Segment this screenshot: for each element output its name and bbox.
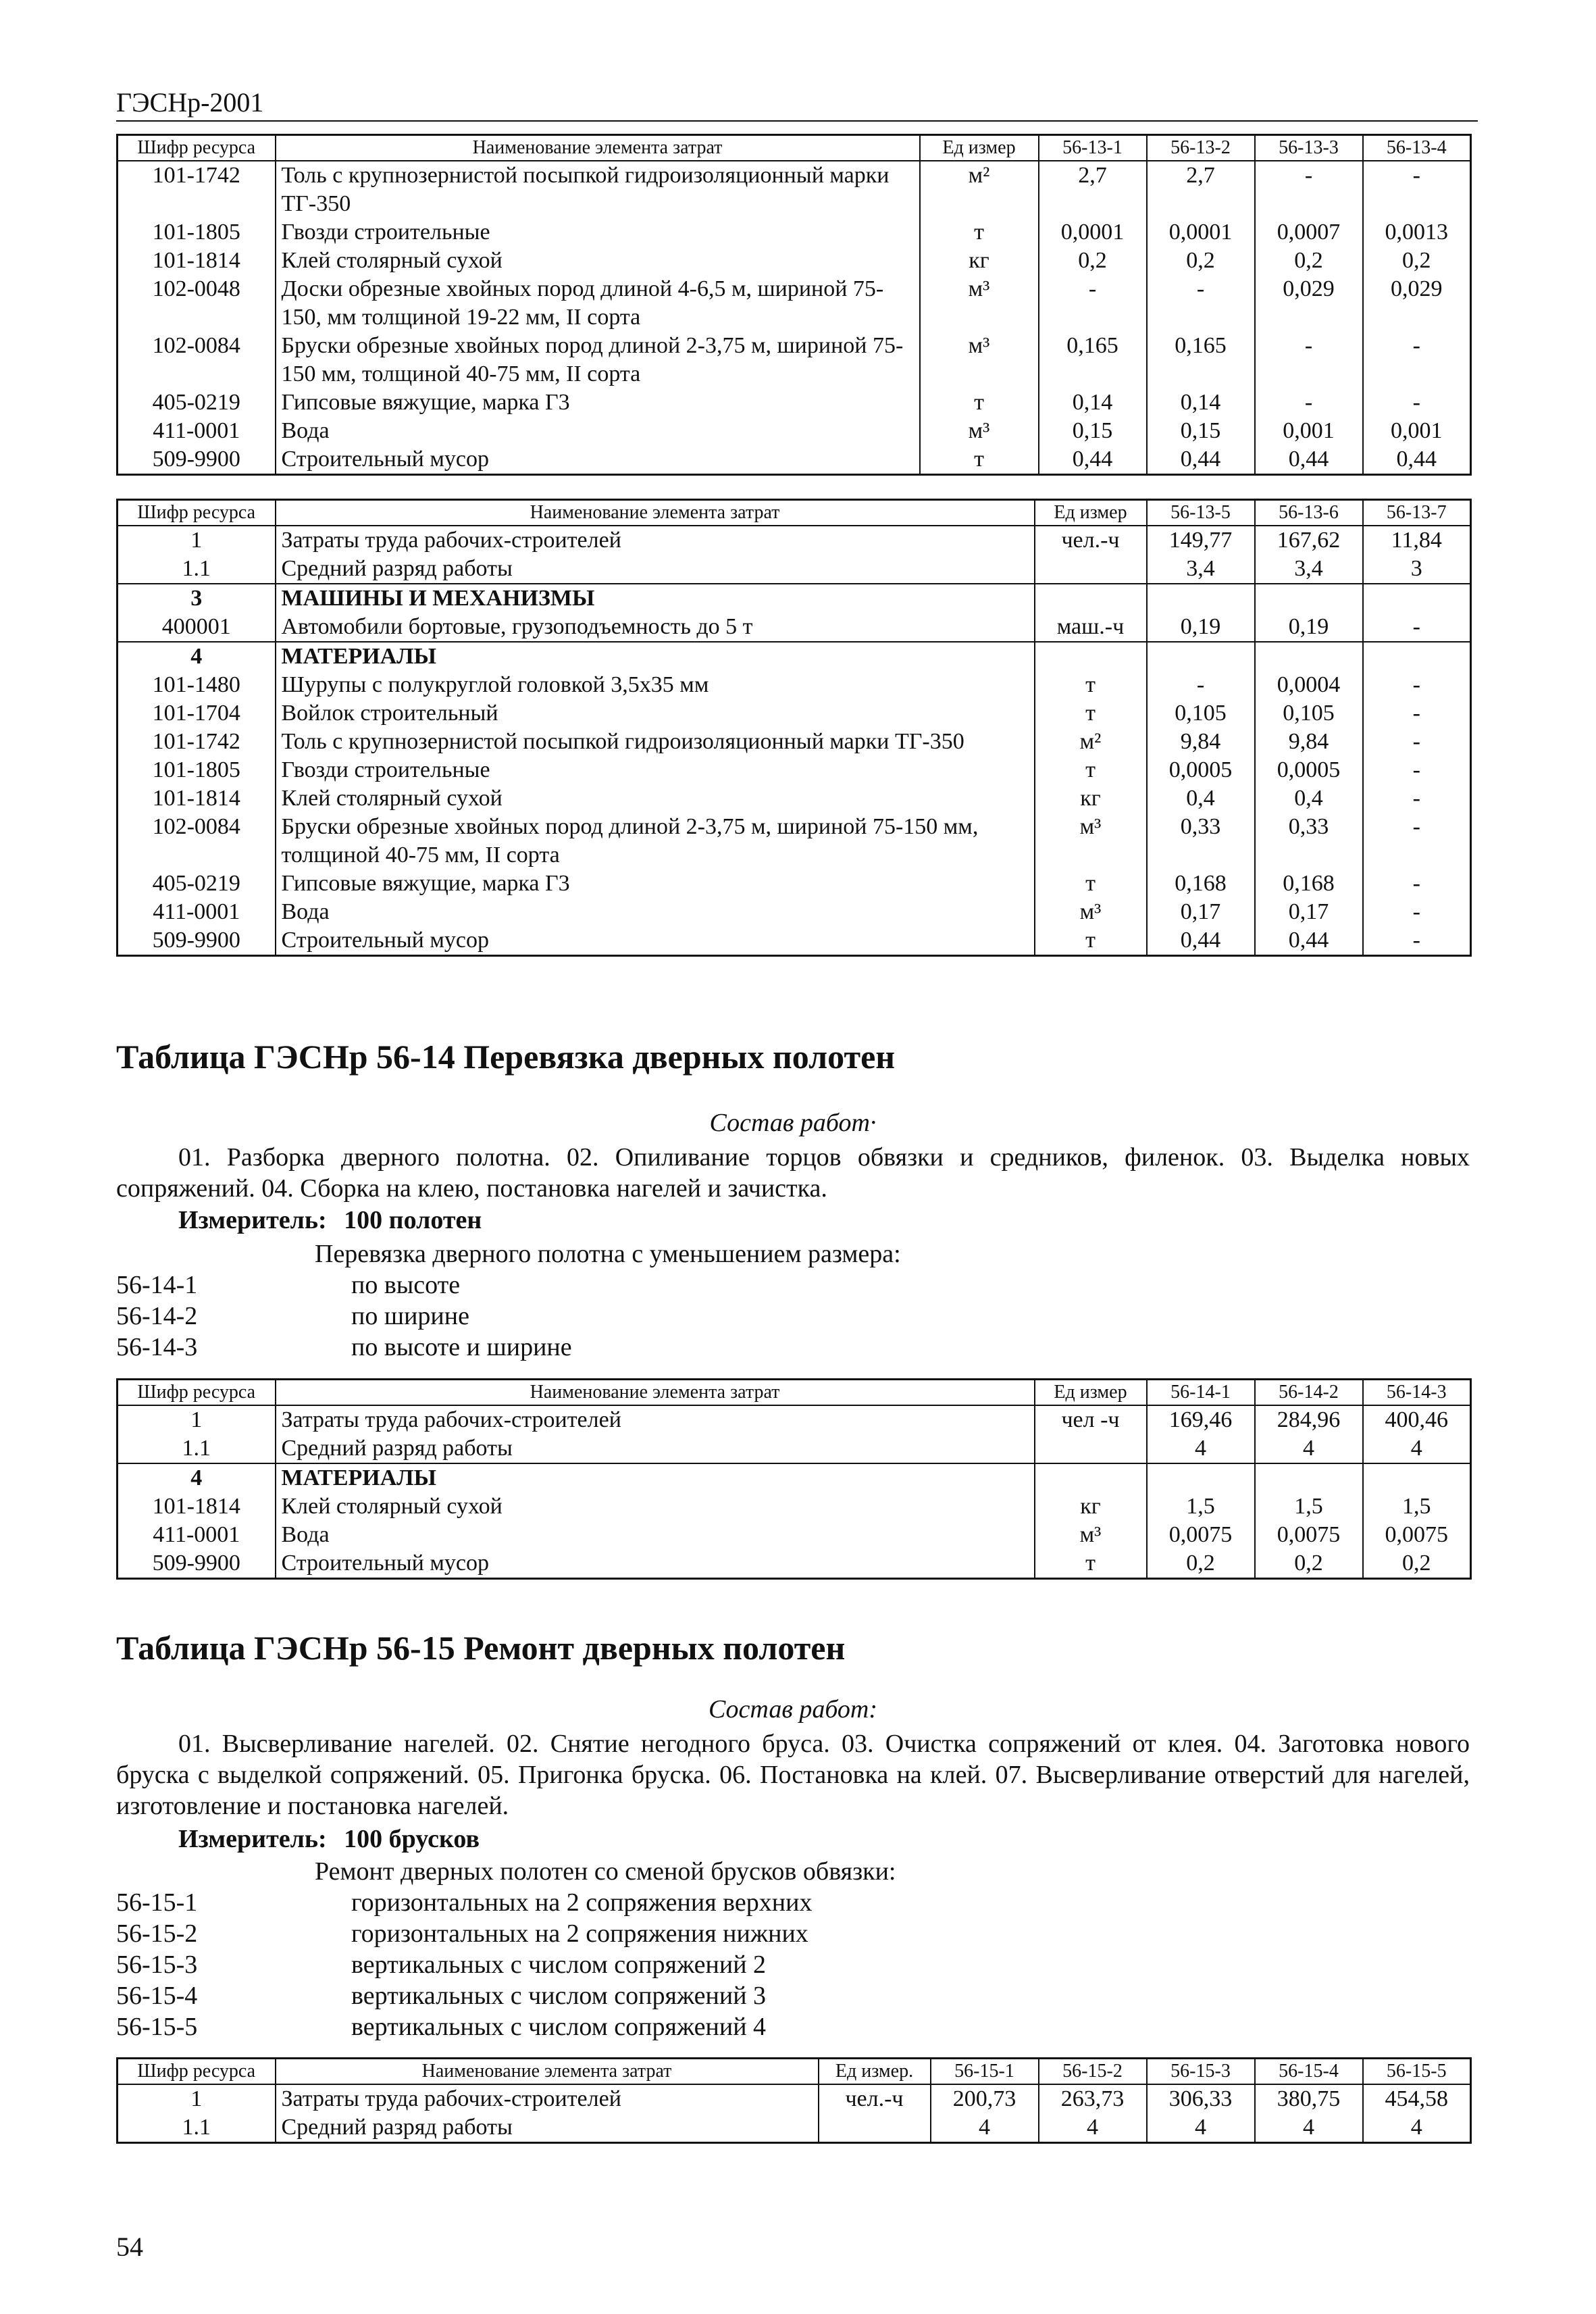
value-cell: 0,0005	[1255, 756, 1363, 784]
table-row	[118, 813, 1471, 870]
value-cell: -	[1363, 388, 1471, 417]
value-cell	[1255, 642, 1363, 671]
resource-code: 4	[118, 642, 276, 671]
value-cell: 263,73	[1039, 2084, 1147, 2113]
value-cell: -	[1363, 926, 1471, 956]
resource-name: Затраты труда рабочих-строителей	[276, 1405, 1035, 1434]
value-cell: -	[1255, 161, 1363, 218]
value-cell: 0,33	[1255, 813, 1363, 870]
value-cell: 169,46	[1147, 1405, 1255, 1434]
column-header: Ед измер.	[819, 2059, 931, 2085]
section-row	[118, 584, 1471, 613]
value-cell: 3,4	[1147, 555, 1255, 584]
resource-name: Затраты труда рабочих-строителей	[276, 2084, 819, 2113]
column-header: 56-15-1	[931, 2059, 1039, 2085]
unit: м²	[1035, 728, 1147, 756]
section-title-56-15: Таблица ГЭСНр 56-15 Ремонт дверных полотен	[116, 1629, 846, 1667]
value-cell: 0,44	[1039, 445, 1147, 475]
unit: чел.-ч	[1035, 526, 1147, 555]
value-cell: 380,75	[1255, 2084, 1363, 2113]
value-cell: 0,17	[1255, 898, 1363, 926]
item-code: 56-15-1	[116, 1888, 198, 1917]
unit: маш.-ч	[1035, 613, 1147, 642]
column-header: Ед измер	[1035, 1380, 1147, 1406]
table-row	[118, 756, 1471, 784]
column-header: 56-15-2	[1039, 2059, 1147, 2085]
value-cell: 4	[1147, 1434, 1255, 1463]
unit: т	[920, 218, 1039, 247]
unit	[1035, 1434, 1147, 1463]
item-code: 56-14-3	[116, 1333, 198, 1361]
table-header	[118, 1380, 1471, 1406]
resource-name: Средний разряд работы	[276, 1434, 1035, 1463]
resource-name: МАТЕРИАЛЫ	[276, 1463, 1035, 1492]
resource-name: Клей столярный сухой	[276, 247, 920, 275]
resource-code: 1	[118, 526, 276, 555]
header-divider	[116, 120, 1478, 122]
value-cell: -	[1363, 870, 1471, 898]
value-cell	[1147, 1463, 1255, 1492]
value-cell: 167,62	[1255, 526, 1363, 555]
column-header: 56-14-1	[1147, 1380, 1255, 1406]
resource-code: 101-1814	[118, 784, 276, 813]
value-cell: 284,96	[1255, 1405, 1363, 1434]
item-code: 56-15-2	[116, 1919, 198, 1948]
value-cell: 0,0004	[1255, 671, 1363, 699]
item-text: по ширине	[351, 1302, 469, 1330]
value-cell: -	[1363, 161, 1471, 218]
value-cell: 149,77	[1147, 526, 1255, 555]
resource-code: 101-1742	[118, 728, 276, 756]
section-title-56-14: Таблица ГЭСНр 56-14 Перевязка дверных полотен	[116, 1038, 896, 1076]
value-cell	[1255, 584, 1363, 613]
column-header: 56-13-3	[1255, 135, 1363, 161]
value-cell: 0,0075	[1255, 1521, 1363, 1549]
table-row	[118, 2084, 1471, 2113]
table-row	[118, 2113, 1471, 2143]
value-cell: 0,14	[1039, 388, 1147, 417]
column-header: 56-13-5	[1147, 500, 1255, 526]
resource-name: Толь с крупнозернистой посыпкой гидроизоляционный марки ТГ-350	[276, 161, 920, 218]
value-cell: 0,44	[1255, 445, 1363, 475]
table-row	[118, 445, 1471, 475]
table-row	[118, 699, 1471, 728]
value-cell: 0,0007	[1255, 218, 1363, 247]
table-row	[118, 926, 1471, 956]
resource-table-56-13-5-7	[116, 499, 1472, 957]
item-text: вертикальных с числом сопряжений 4	[351, 2013, 767, 2041]
value-cell: 0,029	[1363, 275, 1471, 332]
table-row	[118, 1549, 1471, 1579]
resource-code: 1.1	[118, 2113, 276, 2143]
unit: чел -ч	[1035, 1405, 1147, 1434]
value-cell: -	[1039, 275, 1147, 332]
resource-name: Вода	[276, 898, 1035, 926]
column-header: Наименование элемента затрат	[276, 500, 1035, 526]
column-header: Наименование элемента затрат	[276, 135, 920, 161]
resource-name: Вода	[276, 417, 920, 445]
composition-label: Состав работ:	[708, 1695, 878, 1724]
value-cell: 0,19	[1147, 613, 1255, 642]
value-cell: 0,0075	[1363, 1521, 1471, 1549]
resource-name: Клей столярный сухой	[276, 1492, 1035, 1521]
resource-code: 400001	[118, 613, 276, 642]
table-header	[118, 135, 1471, 161]
resource-name: Автомобили бортовые, грузоподъемность до 5 т	[276, 613, 1035, 642]
value-cell: -	[1255, 388, 1363, 417]
meter-value: 100 брусков	[344, 1825, 480, 1853]
resource-name: Гипсовые вяжущие, марка Г3	[276, 388, 920, 417]
composition-text: 01. Высверливание нагелей. 02. Снятие негодного бруса. 03. Очистка сопряжений от клея. 04. Заготовка нового бруска с выделкой сопряжений. 05. Пригонка бруска. 06. Постановка на клей. 07. Высверливание отверстий для нагелей, изготовление и постановка нагелей.	[116, 1730, 1470, 1820]
resource-code: 411-0001	[118, 1521, 276, 1549]
unit: м³	[1035, 1521, 1147, 1549]
value-cell: 0,19	[1255, 613, 1363, 642]
value-cell: 1,5	[1255, 1492, 1363, 1521]
resource-code: 509-9900	[118, 445, 276, 475]
value-cell: 0,44	[1255, 926, 1363, 956]
table-row	[118, 1492, 1471, 1521]
value-cell: 400,46	[1363, 1405, 1471, 1434]
unit: т	[1035, 1549, 1147, 1579]
column-header: Наименование элемента затрат	[276, 1380, 1035, 1406]
value-cell	[1255, 1463, 1363, 1492]
value-cell: 0,14	[1147, 388, 1255, 417]
item-text: по высоте и ширине	[351, 1333, 572, 1361]
resource-code: 411-0001	[118, 417, 276, 445]
resource-table-56-13-1-4	[116, 134, 1472, 476]
resource-code: 3	[118, 584, 276, 613]
value-cell: 0,0001	[1039, 218, 1147, 247]
table-header	[118, 2059, 1471, 2085]
resource-name: Средний разряд работы	[276, 2113, 819, 2143]
item-text: вертикальных с числом сопряжений 2	[351, 1951, 767, 1979]
resource-code: 102-0048	[118, 275, 276, 332]
section-row	[118, 642, 1471, 671]
value-cell: 9,84	[1147, 728, 1255, 756]
resource-name: Войлок строительный	[276, 699, 1035, 728]
column-header: Шифр ресурса	[118, 1380, 276, 1406]
resource-name: МАТЕРИАЛЫ	[276, 642, 1035, 671]
resource-code: 405-0219	[118, 870, 276, 898]
unit	[1035, 584, 1147, 613]
value-cell: 3	[1363, 555, 1471, 584]
value-cell: 0,105	[1147, 699, 1255, 728]
items-intro: Ремонт дверных полотен со сменой брусков обвязки:	[315, 1857, 896, 1886]
value-cell: 0,4	[1255, 784, 1363, 813]
value-cell: 0,165	[1039, 332, 1147, 388]
resource-code: 411-0001	[118, 898, 276, 926]
table-row	[118, 728, 1471, 756]
value-cell	[1363, 642, 1471, 671]
unit: т	[920, 445, 1039, 475]
column-header: Ед измер	[1035, 500, 1147, 526]
resource-code: 1	[118, 2084, 276, 2113]
value-cell: 1,5	[1147, 1492, 1255, 1521]
unit: т	[1035, 756, 1147, 784]
column-header: 56-14-2	[1255, 1380, 1363, 1406]
value-cell: 0,105	[1255, 699, 1363, 728]
table-row	[118, 784, 1471, 813]
value-cell: 4	[1039, 2113, 1147, 2143]
value-cell: 4	[931, 2113, 1039, 2143]
value-cell: 0,2	[1363, 247, 1471, 275]
value-cell: 200,73	[931, 2084, 1039, 2113]
column-header: 56-15-3	[1147, 2059, 1255, 2085]
table-row	[118, 613, 1471, 642]
value-cell: 4	[1255, 1434, 1363, 1463]
resource-code: 102-0084	[118, 332, 276, 388]
table-row	[118, 247, 1471, 275]
value-cell: 0,2	[1363, 1549, 1471, 1579]
resource-name: Гвозди строительные	[276, 218, 920, 247]
item-text: вертикальных с числом сопряжений 3	[351, 1982, 767, 2010]
resource-name: Гипсовые вяжущие, марка Г3	[276, 870, 1035, 898]
value-cell: 0,029	[1255, 275, 1363, 332]
value-cell: 0,17	[1147, 898, 1255, 926]
table-row	[118, 1434, 1471, 1463]
table-row	[118, 671, 1471, 699]
unit: м³	[1035, 898, 1147, 926]
column-header: 56-15-5	[1363, 2059, 1471, 2085]
item-text: горизонтальных на 2 сопряжения нижних	[351, 1919, 808, 1948]
value-cell: 4	[1147, 2113, 1255, 2143]
resource-name: Доски обрезные хвойных пород длиной 4-6,5 м, шириной 75-150, мм толщиной 19-22 мм, II сорта	[276, 275, 920, 332]
resource-code: 509-9900	[118, 1549, 276, 1579]
table-row	[118, 218, 1471, 247]
value-cell: 0,44	[1147, 445, 1255, 475]
value-cell: -	[1147, 275, 1255, 332]
resource-name: Толь с крупнозернистой посыпкой гидроизоляционный марки ТГ-350	[276, 728, 1035, 756]
resource-name: Затраты труда рабочих-строителей	[276, 526, 1035, 555]
value-cell: 0,0005	[1147, 756, 1255, 784]
resource-name: Средний разряд работы	[276, 555, 1035, 584]
column-header: 56-13-2	[1147, 135, 1255, 161]
composition-text: 01. Разборка дверного полотна. 02. Опиливание торцов обвязки и средников, филенок. 03. Выделка новых сопряжений. 04. Сборка на клею, постановка нагелей и зачистка.	[116, 1143, 1470, 1203]
value-cell: 0,2	[1255, 247, 1363, 275]
resource-name: Вода	[276, 1521, 1035, 1549]
value-cell: -	[1363, 756, 1471, 784]
resource-name: Шурупы с полукруглой головкой 3,5х35 мм	[276, 671, 1035, 699]
resource-name: Бруски обрезные хвойных пород длиной 2-3,75 м, шириной 75-150 мм, толщиной 40-75 мм, II сорта	[276, 813, 1035, 870]
resource-code: 1.1	[118, 555, 276, 584]
item-code: 56-15-4	[116, 1982, 198, 2010]
table-header	[118, 500, 1471, 526]
value-cell: -	[1363, 671, 1471, 699]
resource-name: МАШИНЫ И МЕХАНИЗМЫ	[276, 584, 1035, 613]
value-cell: -	[1363, 613, 1471, 642]
value-cell: 1,5	[1363, 1492, 1471, 1521]
resource-name: Строительный мусор	[276, 926, 1035, 956]
unit	[819, 2113, 931, 2143]
table-row	[118, 417, 1471, 445]
unit: чел.-ч	[819, 2084, 931, 2113]
unit: м³	[920, 417, 1039, 445]
table-row	[118, 898, 1471, 926]
value-cell: 0,168	[1255, 870, 1363, 898]
resource-code: 101-1480	[118, 671, 276, 699]
meter	[178, 1824, 480, 1854]
unit: м²	[920, 161, 1039, 218]
item-code: 56-14-1	[116, 1271, 198, 1299]
value-cell: 2,7	[1147, 161, 1255, 218]
value-cell: 0,2	[1255, 1549, 1363, 1579]
resource-code: 101-1742	[118, 161, 276, 218]
meter-value: 100 полотен	[344, 1206, 482, 1234]
table-row	[118, 1405, 1471, 1434]
column-header: Наименование элемента затрат	[276, 2059, 819, 2085]
resource-name: Клей столярный сухой	[276, 784, 1035, 813]
value-cell: -	[1363, 332, 1471, 388]
value-cell: 306,33	[1147, 2084, 1255, 2113]
resource-table-56-15	[116, 2057, 1472, 2144]
value-cell: 454,58	[1363, 2084, 1471, 2113]
column-header: 56-15-4	[1255, 2059, 1363, 2085]
column-header: Шифр ресурса	[118, 135, 276, 161]
unit: т	[920, 388, 1039, 417]
unit: т	[1035, 671, 1147, 699]
value-cell: 4	[1255, 2113, 1363, 2143]
meter-label: Измеритель:	[178, 1825, 327, 1853]
value-cell: 0,0001	[1147, 218, 1255, 247]
column-header: Ед измер	[920, 135, 1039, 161]
value-cell	[1147, 584, 1255, 613]
table-row	[118, 526, 1471, 555]
resource-name: Строительный мусор	[276, 1549, 1035, 1579]
column-header: 56-13-7	[1363, 500, 1471, 526]
table-row	[118, 555, 1471, 584]
value-cell: 0,4	[1147, 784, 1255, 813]
document-header: ГЭСНр-2001	[116, 87, 264, 118]
resource-code: 405-0219	[118, 388, 276, 417]
unit: кг	[1035, 1492, 1147, 1521]
unit: кг	[920, 247, 1039, 275]
value-cell: 0,33	[1147, 813, 1255, 870]
unit	[1035, 1463, 1147, 1492]
resource-name: Строительный мусор	[276, 445, 920, 475]
value-cell: -	[1363, 813, 1471, 870]
unit: т	[1035, 870, 1147, 898]
resource-code: 1	[118, 1405, 276, 1434]
table-row	[118, 870, 1471, 898]
resource-code: 101-1814	[118, 1492, 276, 1521]
value-cell: 3,4	[1255, 555, 1363, 584]
unit: т	[1035, 699, 1147, 728]
resource-code: 102-0084	[118, 813, 276, 870]
value-cell: -	[1363, 898, 1471, 926]
value-cell	[1363, 1463, 1471, 1492]
value-cell	[1363, 584, 1471, 613]
meter	[178, 1205, 482, 1235]
value-cell: -	[1255, 332, 1363, 388]
composition-label: Состав работ·	[709, 1109, 877, 1137]
value-cell: 0,44	[1363, 445, 1471, 475]
table-row	[118, 161, 1471, 218]
value-cell: 0,0013	[1363, 218, 1471, 247]
value-cell	[1147, 642, 1255, 671]
resource-name: Гвозди строительные	[276, 756, 1035, 784]
value-cell: 0,001	[1255, 417, 1363, 445]
resource-code: 101-1805	[118, 218, 276, 247]
unit: м³	[1035, 813, 1147, 870]
value-cell: -	[1363, 728, 1471, 756]
table-row	[118, 332, 1471, 388]
page-number: 54	[116, 2232, 143, 2262]
resource-table-56-14	[116, 1378, 1472, 1580]
value-cell: 0,001	[1363, 417, 1471, 445]
value-cell: 0,15	[1147, 417, 1255, 445]
value-cell: -	[1363, 784, 1471, 813]
section-row	[118, 1463, 1471, 1492]
resource-code: 101-1805	[118, 756, 276, 784]
item-code: 56-14-2	[116, 1302, 198, 1330]
resource-code: 101-1704	[118, 699, 276, 728]
column-header: Шифр ресурса	[118, 500, 276, 526]
item-text: по высоте	[351, 1271, 461, 1299]
value-cell: -	[1363, 699, 1471, 728]
unit: м³	[920, 332, 1039, 388]
value-cell: 0,15	[1039, 417, 1147, 445]
item-code: 56-15-5	[116, 2013, 198, 2041]
item-text: горизонтальных на 2 сопряжения верхних	[351, 1888, 813, 1917]
value-cell: 0,44	[1147, 926, 1255, 956]
value-cell: 0,0075	[1147, 1521, 1255, 1549]
value-cell: 0,2	[1039, 247, 1147, 275]
resource-code: 509-9900	[118, 926, 276, 956]
resource-code: 4	[118, 1463, 276, 1492]
column-header: Шифр ресурса	[118, 2059, 276, 2085]
value-cell: 2,7	[1039, 161, 1147, 218]
value-cell: 4	[1363, 2113, 1471, 2143]
column-header: 56-14-3	[1363, 1380, 1471, 1406]
table-row	[118, 275, 1471, 332]
column-header: 56-13-1	[1039, 135, 1147, 161]
resource-code: 101-1814	[118, 247, 276, 275]
resource-code: 1.1	[118, 1434, 276, 1463]
column-header: 56-13-4	[1363, 135, 1471, 161]
value-cell: 0,168	[1147, 870, 1255, 898]
unit	[1035, 642, 1147, 671]
unit: т	[1035, 926, 1147, 956]
value-cell: 9,84	[1255, 728, 1363, 756]
value-cell: 0,2	[1147, 247, 1255, 275]
resource-name: Бруски обрезные хвойных пород длиной 2-3,75 м, шириной 75-150 мм, толщиной 40-75 мм, II сорта	[276, 332, 920, 388]
items-intro: Перевязка дверного полотна с уменьшением размера:	[315, 1240, 901, 1268]
value-cell: -	[1147, 671, 1255, 699]
table-row	[118, 1521, 1471, 1549]
unit	[1035, 555, 1147, 584]
meter-label: Измеритель:	[178, 1206, 327, 1234]
column-header: 56-13-6	[1255, 500, 1363, 526]
value-cell: 11,84	[1363, 526, 1471, 555]
unit: м³	[920, 275, 1039, 332]
value-cell: 4	[1363, 1434, 1471, 1463]
unit: кг	[1035, 784, 1147, 813]
table-row	[118, 388, 1471, 417]
value-cell: 0,2	[1147, 1549, 1255, 1579]
item-code: 56-15-3	[116, 1951, 198, 1979]
value-cell: 0,165	[1147, 332, 1255, 388]
